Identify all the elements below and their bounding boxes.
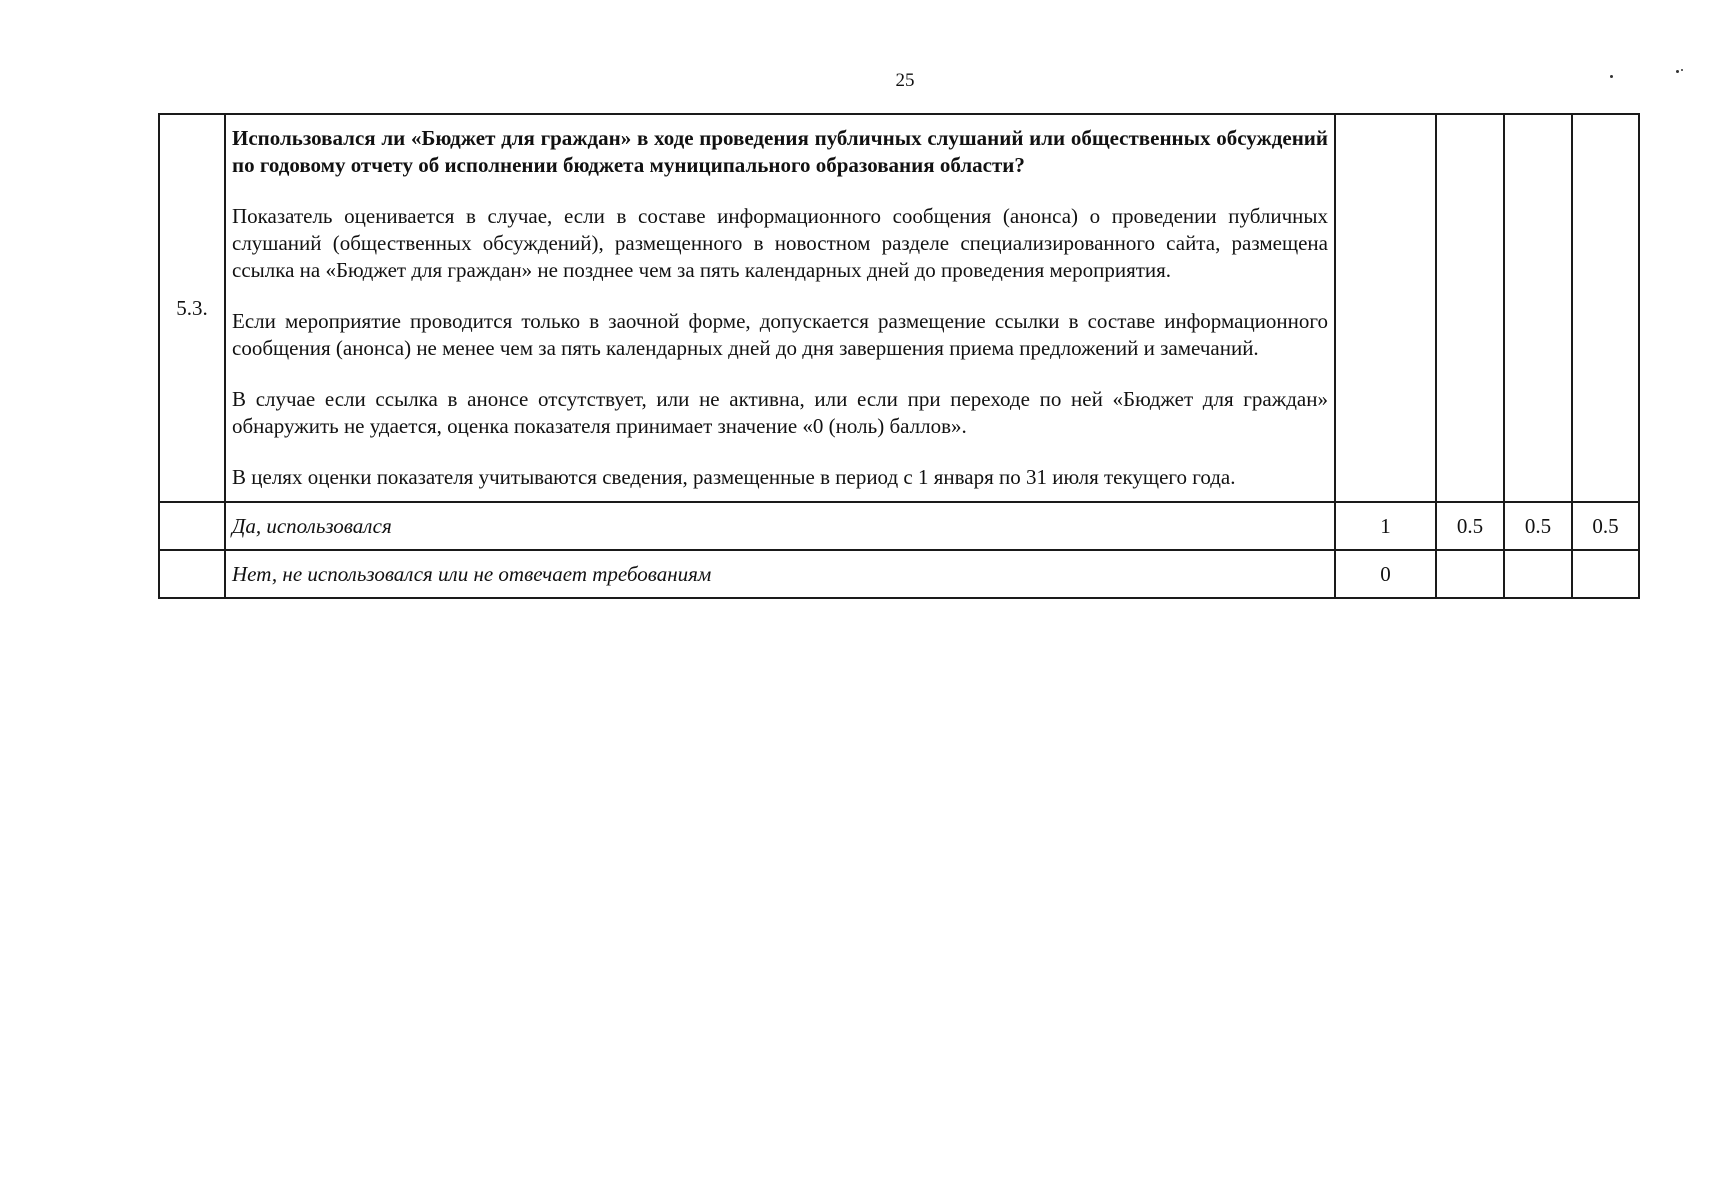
criterion-number: 5.3. — [159, 114, 225, 502]
score-value: 0.5 — [1436, 502, 1504, 550]
criterion-paragraph: Если мероприятие проводится только в заочной форме, допускается размещение ссылки в составе информационного сообщения (анонса) не менее чем за пять календарных дней до дня завершения приема предложений и замечаний. — [232, 309, 1328, 360]
criterion-paragraph: В случае если ссылка в анонсе отсутствует, или не активна, или если при переходе по ней «Бюджет для граждан» обнаружить не удается, оценка показателя принимает значение «0 (ноль) баллов». — [232, 387, 1328, 438]
score-value — [1504, 550, 1572, 598]
criterion-paragraph: Показатель оценивается в случае, если в составе информационного сообщения (анонса) о проведении публичных слушаний (общественных обсуждений), размещенного в новостном разделе специализированного сайта, размещена ссылка на «Бюджет для граждан» не позднее чем за пять календарных дней до проведения мероприятия. — [232, 204, 1328, 282]
criterion-description — [225, 114, 1335, 502]
score-cell-empty — [1436, 114, 1504, 502]
scan-artifact — [1676, 70, 1679, 73]
answer-number-empty — [159, 550, 225, 598]
answer-label: Нет, не использовался или не отвечает требованиям — [225, 550, 1335, 598]
score-value: 0.5 — [1572, 502, 1639, 550]
score-cell-empty — [1504, 114, 1572, 502]
criterion-question: Использовался ли «Бюджет для граждан» в ходе проведения публичных слушаний или общественных обсуждений по годовому отчету об исполнении бюджета муниципального образования области? — [232, 126, 1328, 177]
score-cell-empty — [1335, 114, 1436, 502]
score-value: 1 — [1335, 502, 1436, 550]
answer-number-empty — [159, 502, 225, 550]
score-value — [1436, 550, 1504, 598]
answer-label: Да, использовался — [225, 502, 1335, 550]
answer-row-no — [159, 550, 1639, 598]
score-value: 0.5 — [1504, 502, 1572, 550]
scan-artifact — [1681, 69, 1683, 71]
page-number: 25 — [895, 70, 915, 91]
score-value: 0 — [1335, 550, 1436, 598]
criteria-table — [158, 113, 1640, 599]
score-cell-empty — [1572, 114, 1639, 502]
criterion-row — [159, 114, 1639, 502]
score-value — [1572, 550, 1639, 598]
answer-row-yes — [159, 502, 1639, 550]
criterion-paragraph: В целях оценки показателя учитываются сведения, размещенные в период с 1 января по 31 июля текущего года. — [232, 465, 1236, 489]
scan-artifact — [1610, 75, 1613, 78]
